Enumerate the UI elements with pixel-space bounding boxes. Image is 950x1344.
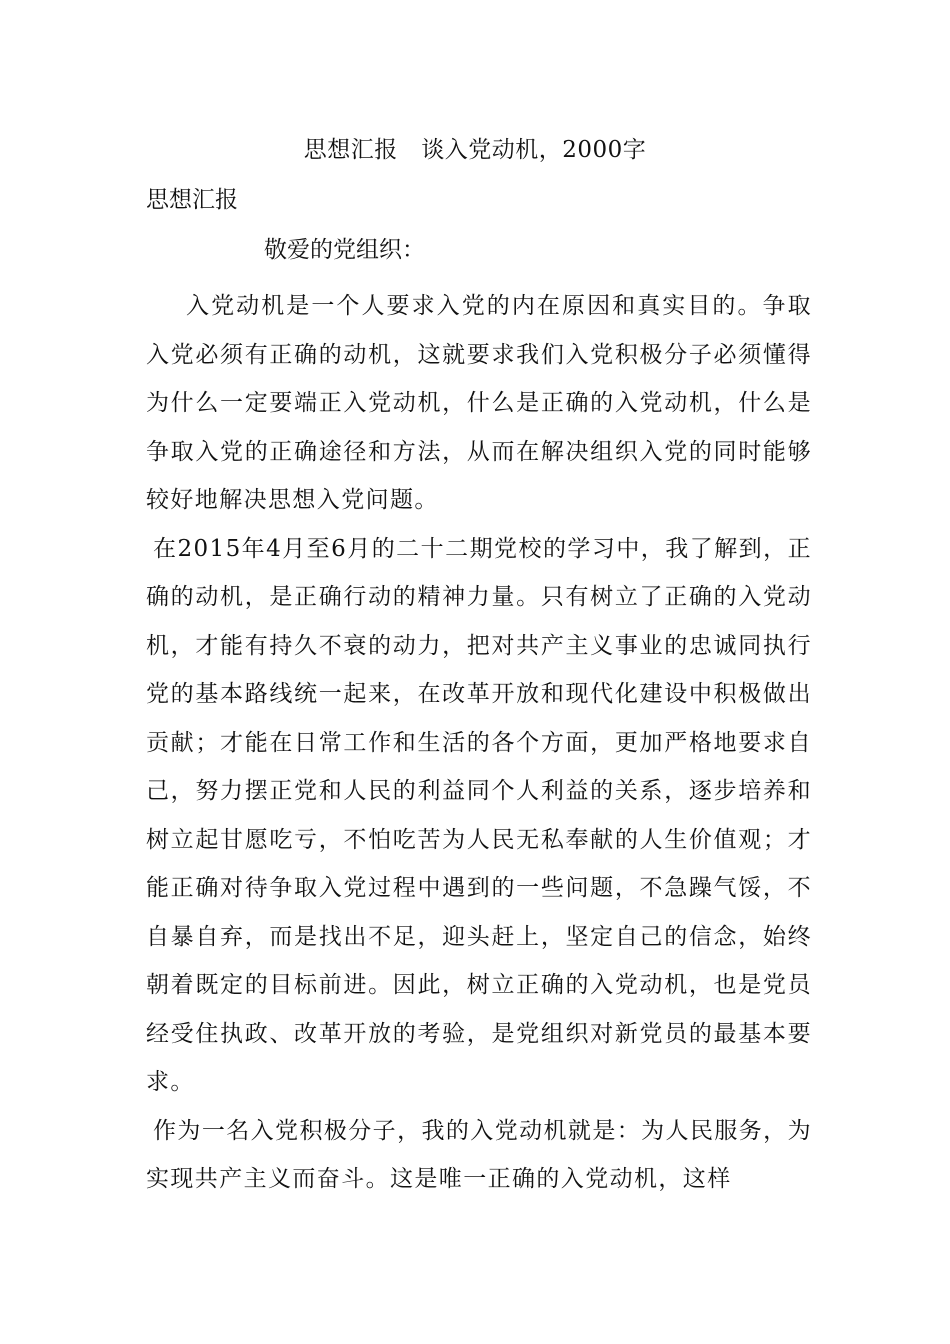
- paragraph-1: 入党动机是一个人要求入党的内在原因和真实目的。争取入党必须有正确的动机，这就要求我们入党积极分子必须懂得为什么一定要端正入党动机，什么是正确的入党动机，什么是争取入党的正确途径和方法，从而在解决组织入党的同时能够较好地解决思想入党问题。: [146, 293, 812, 513]
- document-label: 思想汇报: [146, 187, 238, 213]
- document-title: 思想汇报 谈入党动机，2000字: [303, 137, 647, 163]
- salutation: 敬爱的党组织：: [264, 237, 425, 263]
- document-body: [146, 282, 812, 1204]
- paragraph-2: 在2015年4月至6月的二十二期党校的学习中，我了解到，正确的动机，是正确行动的精神力量。只有树立了正确的入党动机，才能有持久不衰的动力，把对共产主义事业的忠诚同执行党的基本路线统一起来，在改革开放和现代化建设中积极做出贡献；才能在日常工作和生活的各个方面，更加严格地要求自己，努力摆正党和人民的利益同个人利益的关系，逐步培养和树立起甘愿吃亏，不怕吃苦为人民无私奉献的人生价值观；才能正确对待争取入党过程中遇到的一些问题，不急躁气馁，不自暴自弃，而是找出不足，迎头赶上，坚定自己的信念，始终朝着既定的目标前进。因此，树立正确的入党动机，也是党员经受住执政、改革开放的考验，是党组织对新党员的最基本要求。: [146, 535, 812, 1095]
- paragraph-3: 作为一名入党积极分子，我的入党动机就是：为人民服务，为实现共产主义而奋斗。这是唯一正确的入党动机，这样: [146, 1117, 812, 1192]
